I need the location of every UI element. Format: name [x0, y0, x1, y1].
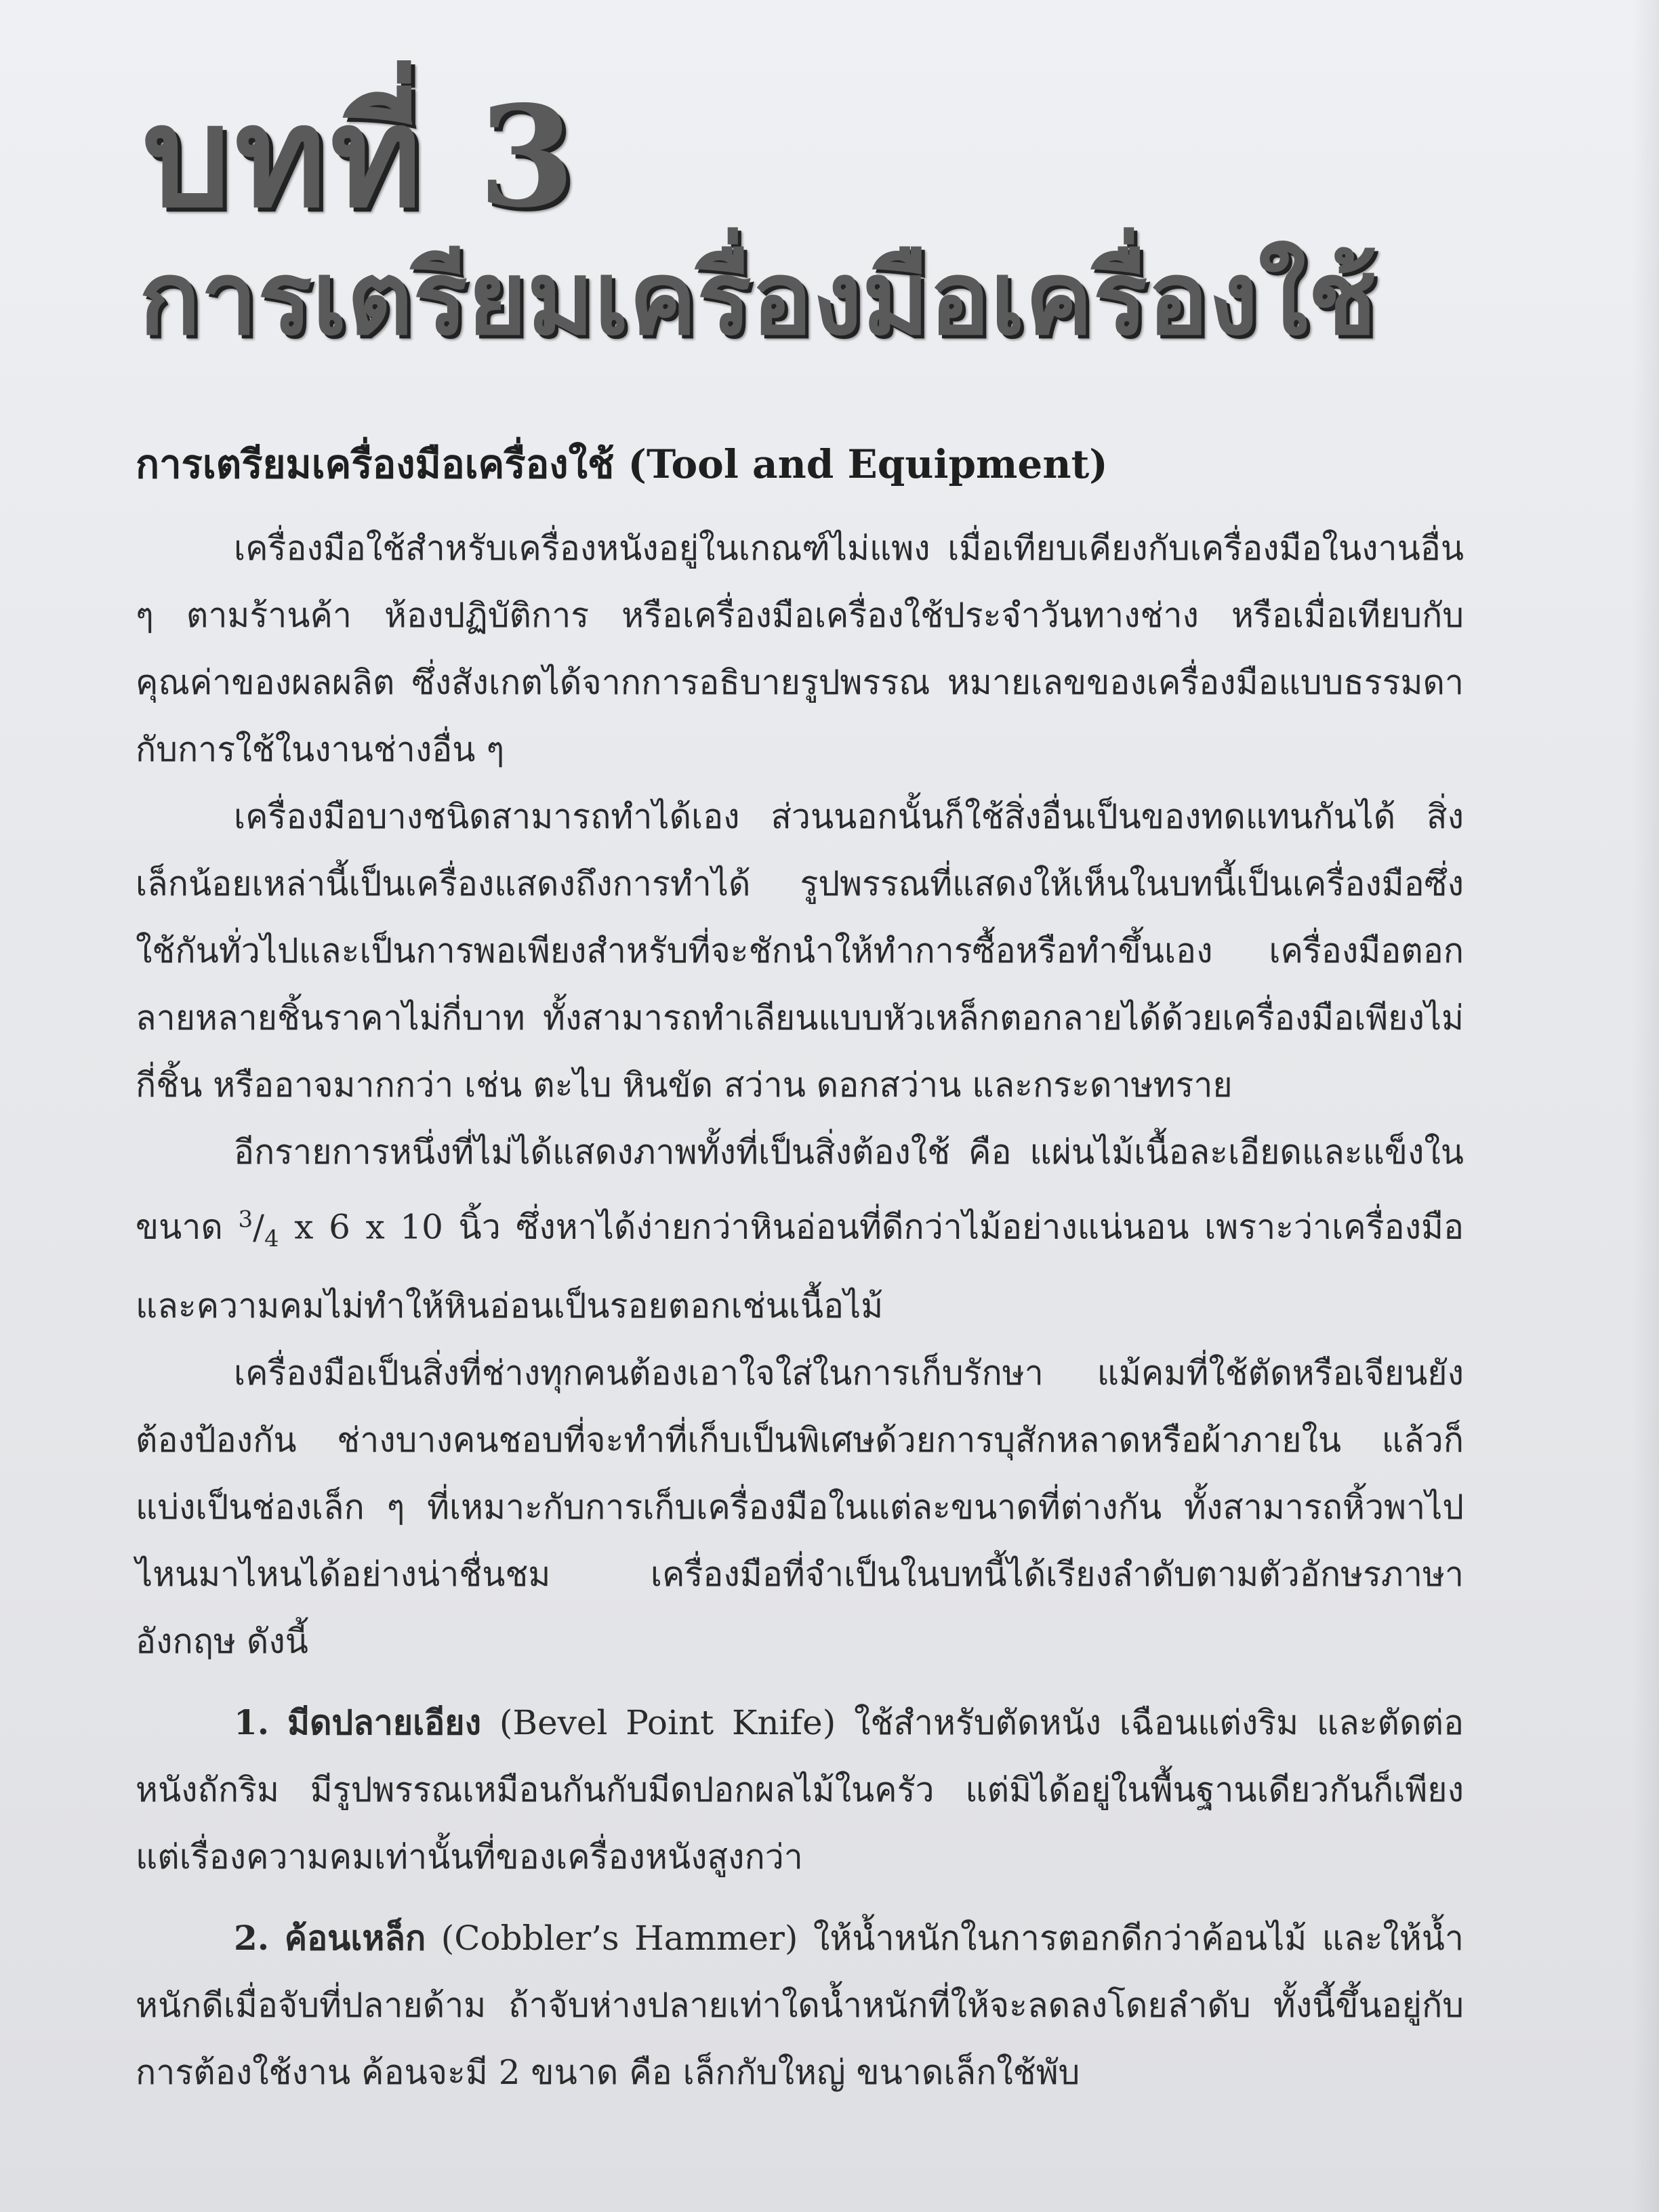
- paragraph-3-after: x 6 x 10 นิ้ว ซึ่งหาได้ง่ายกว่าหินอ่อนที่ดีกว่าไม้อย่างแน่นอน เพราะว่าเครื่องมือและความคมไม่ทำให้หินอ่อนเป็นรอยตอกเช่นเนื้อไม้: [136, 1207, 1464, 1326]
- list-item-cobblers-hammer: [136, 1904, 1464, 2106]
- item-english: (Cobbler’s Hammer): [441, 1918, 798, 1958]
- paragraph-2: เครื่องมือบางชนิดสามารถทำได้เอง ส่วนนอกนั้นก็ใช้สิ่งอื่นเป็นของทดแทนกันได้ สิ่งเล็กน้อยเหล่านี้เป็นเครื่องแสดงถึงการทำได้ รูปพรรณที่แสดงให้เห็นในบทนี้เป็นเครื่องมือซึ่งใช้กันทั่วไปและเป็นการพอเพียงสำหรับที่จะชักนำให้ทำการซื้อหรือทำขึ้นเอง เครื่องมือตอกลายหลายชิ้นราคาไม่กี่บาท ทั้งสามารถทำเลียนแบบหัวเหล็กตอกลายได้ด้วยเครื่องมือเพียงไม่กี่ชิ้น หรืออาจมากกว่า เช่น ตะไบ หินขัด สว่าน ดอกสว่าน และกระดาษทราย: [136, 797, 1464, 1105]
- paragraph-1: เครื่องมือใช้สำหรับเครื่องหนังอยู่ในเกณฑ์ไม่แพง เมื่อเทียบเคียงกับเครื่องมือในงานอื่น ๆ ตามร้านค้า ห้องปฏิบัติการ หรือเครื่องมือเครื่องใช้ประจำวันทางช่าง หรือเมื่อเทียบกับคุณค่าของผลผลิต ซึ่งสังเกตได้จากการอธิบายรูปพรรณ หมายเลขของเครื่องมือแบบธรรมดากับการใช้ในงานช่างอื่น ๆ: [136, 529, 1464, 769]
- paragraph-4: เครื่องมือเป็นสิ่งที่ช่างทุกคนต้องเอาใจใส่ในการเก็บรักษา แม้คมที่ใช้ตัดหรือเจียนยังต้องป้องกัน ช่างบางคนชอบที่จะทำที่เก็บเป็นพิเศษด้วยการบุสักหลาดหรือผ้าภายใน แล้วก็แบ่งเป็นช่องเล็ก ๆ ที่เหมาะกับการเก็บเครื่องมือในแต่ละขนาดที่ต่างกัน ทั้งสามารถหิ้วพาไปไหนมาไหนได้อย่างน่าชื่นชม เครื่องมือที่จำเป็นในบทนี้ได้เรียงลำดับตามตัวอักษรภาษาอังกฤษ ดังนี้: [136, 1353, 1464, 1661]
- chapter-title: การเตรียมเครื่องมือเครื่องใช้: [139, 239, 1377, 358]
- page-edge-shadow: [1632, 0, 1659, 2212]
- paragraph-3-before: อีกรายการหนึ่งที่ไม่ได้แสดงภาพทั้งที่เป็นสิ่งต้องใช้ คือ แผ่นไม้เนื้อละเอียดและแข็งในขนาด: [136, 1132, 1464, 1247]
- chapter-number: บทที่ 3: [142, 76, 579, 239]
- body-content: [136, 515, 1464, 2106]
- fraction-denominator: 4: [264, 1225, 279, 1252]
- fraction-numerator: 3: [238, 1206, 253, 1233]
- list-item-bevel-point-knife: [136, 1689, 1464, 1891]
- item-text: ให้น้ำหนักในการตอกดีกว่าค้อนไม้ และให้น้ำหนักดีเมื่อจับที่ปลายด้าม ถ้าจับห่างปลายเท่าใดน้ำหนักที่ให้จะลดลงโดยลำดับ ทั้งนี้ขึ้นอยู่กับการต้องใช้งาน ค้อนจะมี 2 ขนาด คือ เล็กกับใหญ่ ขนาดเล็กใช้พับ: [136, 1918, 1464, 2092]
- fraction: $^3/_4$: [238, 1206, 279, 1252]
- item-number: 1.: [234, 1702, 270, 1742]
- item-term: ค้อนเหล็ก: [284, 1917, 426, 1958]
- section-heading: การเตรียมเครื่องมือเครื่องใช้ (Tool and Equipment): [136, 441, 1108, 487]
- paragraph-3: [136, 1119, 1464, 1340]
- item-text: ใช้สำหรับตัดหนัง เฉือนแต่งริม และตัดต่อหนังถักริม มีรูปพรรณเหมือนกันกับมีดปอกผลไม้ในครัว แต่มิได้อยู่ในพื้นฐานเดียวกันก็เพียงแต่เรื่องความคมเท่านั้นที่ของเครื่องหนังสูงกว่า: [136, 1702, 1464, 1877]
- item-english: (Bevel Point Knife): [499, 1702, 836, 1742]
- item-number: 2.: [234, 1917, 270, 1958]
- item-term: มีดปลายเอียง: [287, 1702, 482, 1742]
